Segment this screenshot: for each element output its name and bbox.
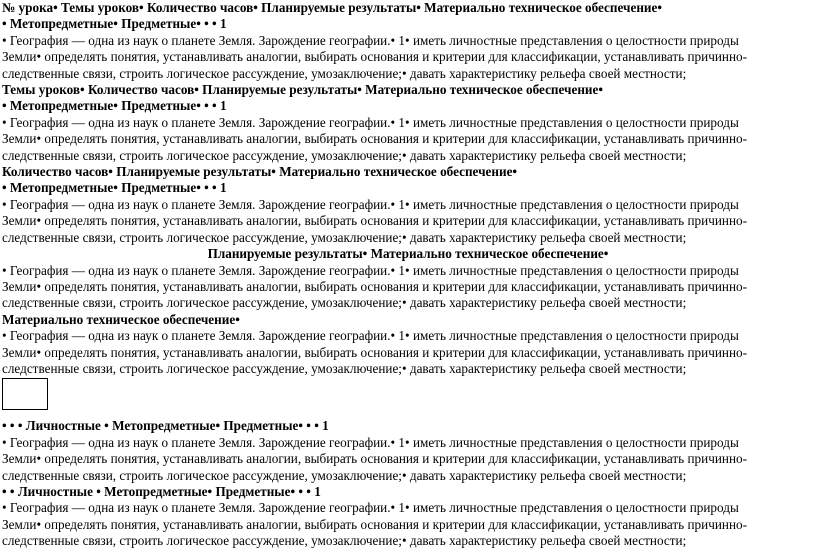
body-line-1: • География — одна из наук о планете Земля. Зарождение географии.• 1• иметь личностные представления о целостности природы [2,434,739,450]
body-line-2: Земли• определять понятия, устанавливать аналогии, выбирать основания и критерии для классификации, устанавливать причинно- [2,278,747,294]
body-line-3: следственные связи, строить логическое рассуждение, умозаключение;• давать характеристику рельефа своей местности; [2,467,687,483]
body-line-1: • География — одна из наук о планете Земля. Зарождение географии.• 1• иметь личностные представления о целостности природы [2,196,739,212]
body-line-2: Земли• определять понятия, устанавливать аналогии, выбирать основания и критерии для классификации, устанавливать причинно- [2,213,747,229]
body-line-3: следственные связи, строить логическое рассуждение, умозаключение;• давать характеристику рельефа своей местности; [2,295,687,311]
body-line-1: • География — одна из наук о планете Земля. Зарождение географии.• 1• иметь личностные представления о целостности природы [2,500,739,516]
body-line-2: Земли• определять понятия, устанавливать аналогии, выбирать основания и критерии для классификации, устанавливать причинно- [2,344,747,360]
header-line-5: Материально техническое обеспечение• [2,311,240,327]
body-line-3: следственные связи, строить логическое рассуждение, умозаключение;• давать характеристику рельефа своей местности; [2,147,687,163]
header-line-2b: • Метопредметные• Предметные• • • 1 [2,98,227,114]
body-line-1: • География — одна из наук о планете Земля. Зарождение географии.• 1• иметь личностные представления о целостности природы [2,262,739,278]
body-line-2: Земли• определять понятия, устанавливать аналогии, выбирать основания и критерии для классификации, устанавливать причинно- [2,131,747,147]
header-line-3b: • Метопредметные• Предметные• • • 1 [2,180,227,196]
header-line-4: Планируемые результаты• Материально техническое обеспечение• [207,246,609,262]
body-line-2: Земли• определять понятия, устанавливать аналогии, выбирать основания и критерии для классификации, устанавливать причинно- [2,49,747,65]
header-line-3: Количество часов• Планируемые результаты• Материально техническое обеспечение• [2,164,518,180]
body-line-3: следственные связи, строить логическое рассуждение, умозаключение;• давать характеристику рельефа своей местности; [2,229,687,245]
header-line-7: • • Личностные • Метопредметные• Предметные• • • 1 [2,483,321,499]
body-line-1: • География — одна из наук о планете Земля. Зарождение географии.• 1• иметь личностные представления о целостности природы [2,32,739,48]
body-line-3: следственные связи, строить логическое рассуждение, умозаключение;• давать характеристику рельефа своей местности; [2,360,687,376]
header-line-1: № урока• Темы уроков• Количество часов• Планируемые результаты• Материально техническое обеспечение• [2,0,662,15]
empty-cell-box [2,378,48,410]
header-line-1b: • Метопредметные• Предметные• • • 1 [2,16,227,32]
header-line-2: Темы уроков• Количество часов• Планируемые результаты• Материально техническое обеспечение• [2,82,604,98]
body-line-2: Земли• определять понятия, устанавливать аналогии, выбирать основания и критерии для классификации, устанавливать причинно- [2,451,747,467]
body-line-1: • География — одна из наук о планете Земля. Зарождение географии.• 1• иметь личностные представления о целостности природы [2,328,739,344]
header-line-6: • • • Личностные • Метопредметные• Предметные• • • 1 [2,418,329,434]
body-line-3: следственные связи, строить логическое рассуждение, умозаключение;• давать характеристику рельефа своей местности; [2,65,687,81]
body-line-1: • География — одна из наук о планете Земля. Зарождение географии.• 1• иметь личностные представления о целостности природы [2,114,739,130]
body-line-3: следственные связи, строить логическое рассуждение, умозаключение;• давать характеристику рельефа своей местности; [2,533,687,549]
body-line-2: Земли• определять понятия, устанавливать аналогии, выбирать основания и критерии для классификации, устанавливать причинно- [2,516,747,532]
